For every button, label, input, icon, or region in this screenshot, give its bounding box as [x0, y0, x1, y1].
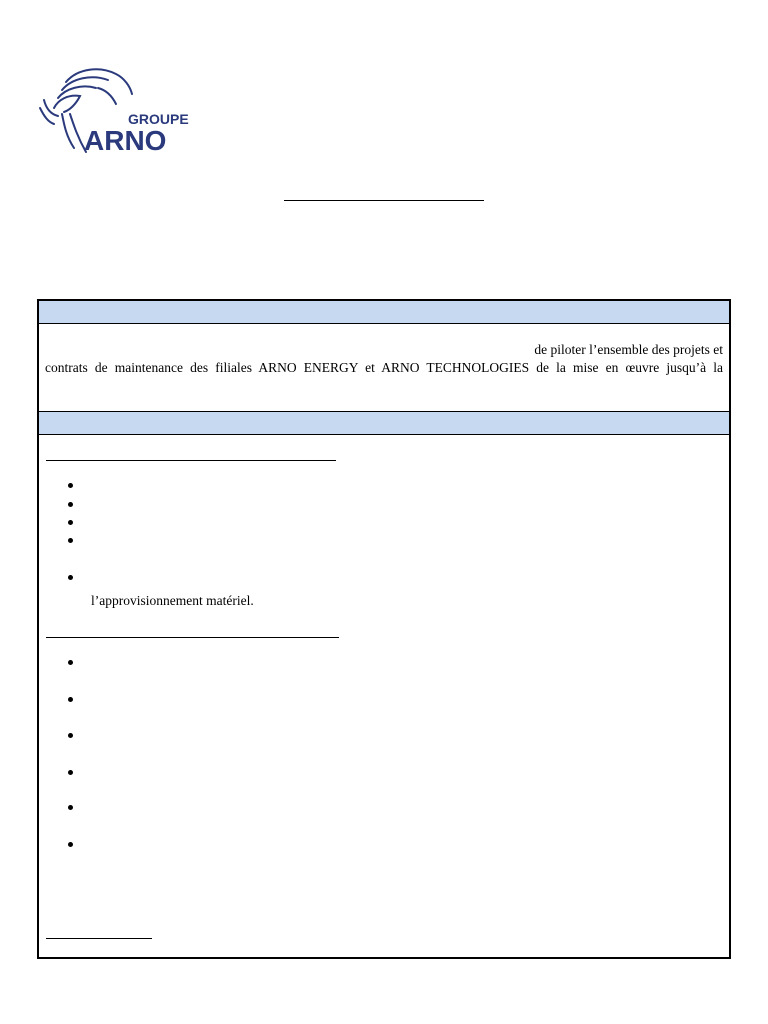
list-item [67, 841, 75, 849]
list-item [67, 574, 75, 582]
logo-text-arno: ARNO [84, 125, 167, 156]
list-item [67, 769, 75, 777]
logo-text-groupe: GROUPE [128, 111, 189, 127]
subheading-underline-3 [46, 938, 152, 939]
mission-line-2: contrats de maintenance des filiales ARNO ENERGY et ARNO TECHNOLOGIES de la mise en œuvre jusqu’à la [45, 360, 723, 375]
list-item [67, 696, 75, 704]
list-item [67, 659, 75, 667]
list-item-continuation: l’approvisionnement matériel. [91, 593, 254, 608]
subheading-underline-1 [46, 460, 336, 461]
list-item [67, 804, 75, 812]
mission-line-1: de piloter l’ensemble des projets et [534, 342, 723, 357]
section-header-band-2 [39, 411, 729, 435]
document-title-underline [284, 200, 484, 201]
list-item [67, 501, 75, 509]
mission-paragraph [45, 341, 723, 377]
job-description-box [37, 299, 731, 959]
list-item [67, 482, 75, 490]
company-logo [36, 64, 189, 160]
subheading-underline-2 [46, 637, 339, 638]
list-item [67, 519, 75, 527]
list-item [67, 537, 75, 545]
list-item [67, 732, 75, 740]
section-header-band-1 [39, 301, 729, 324]
